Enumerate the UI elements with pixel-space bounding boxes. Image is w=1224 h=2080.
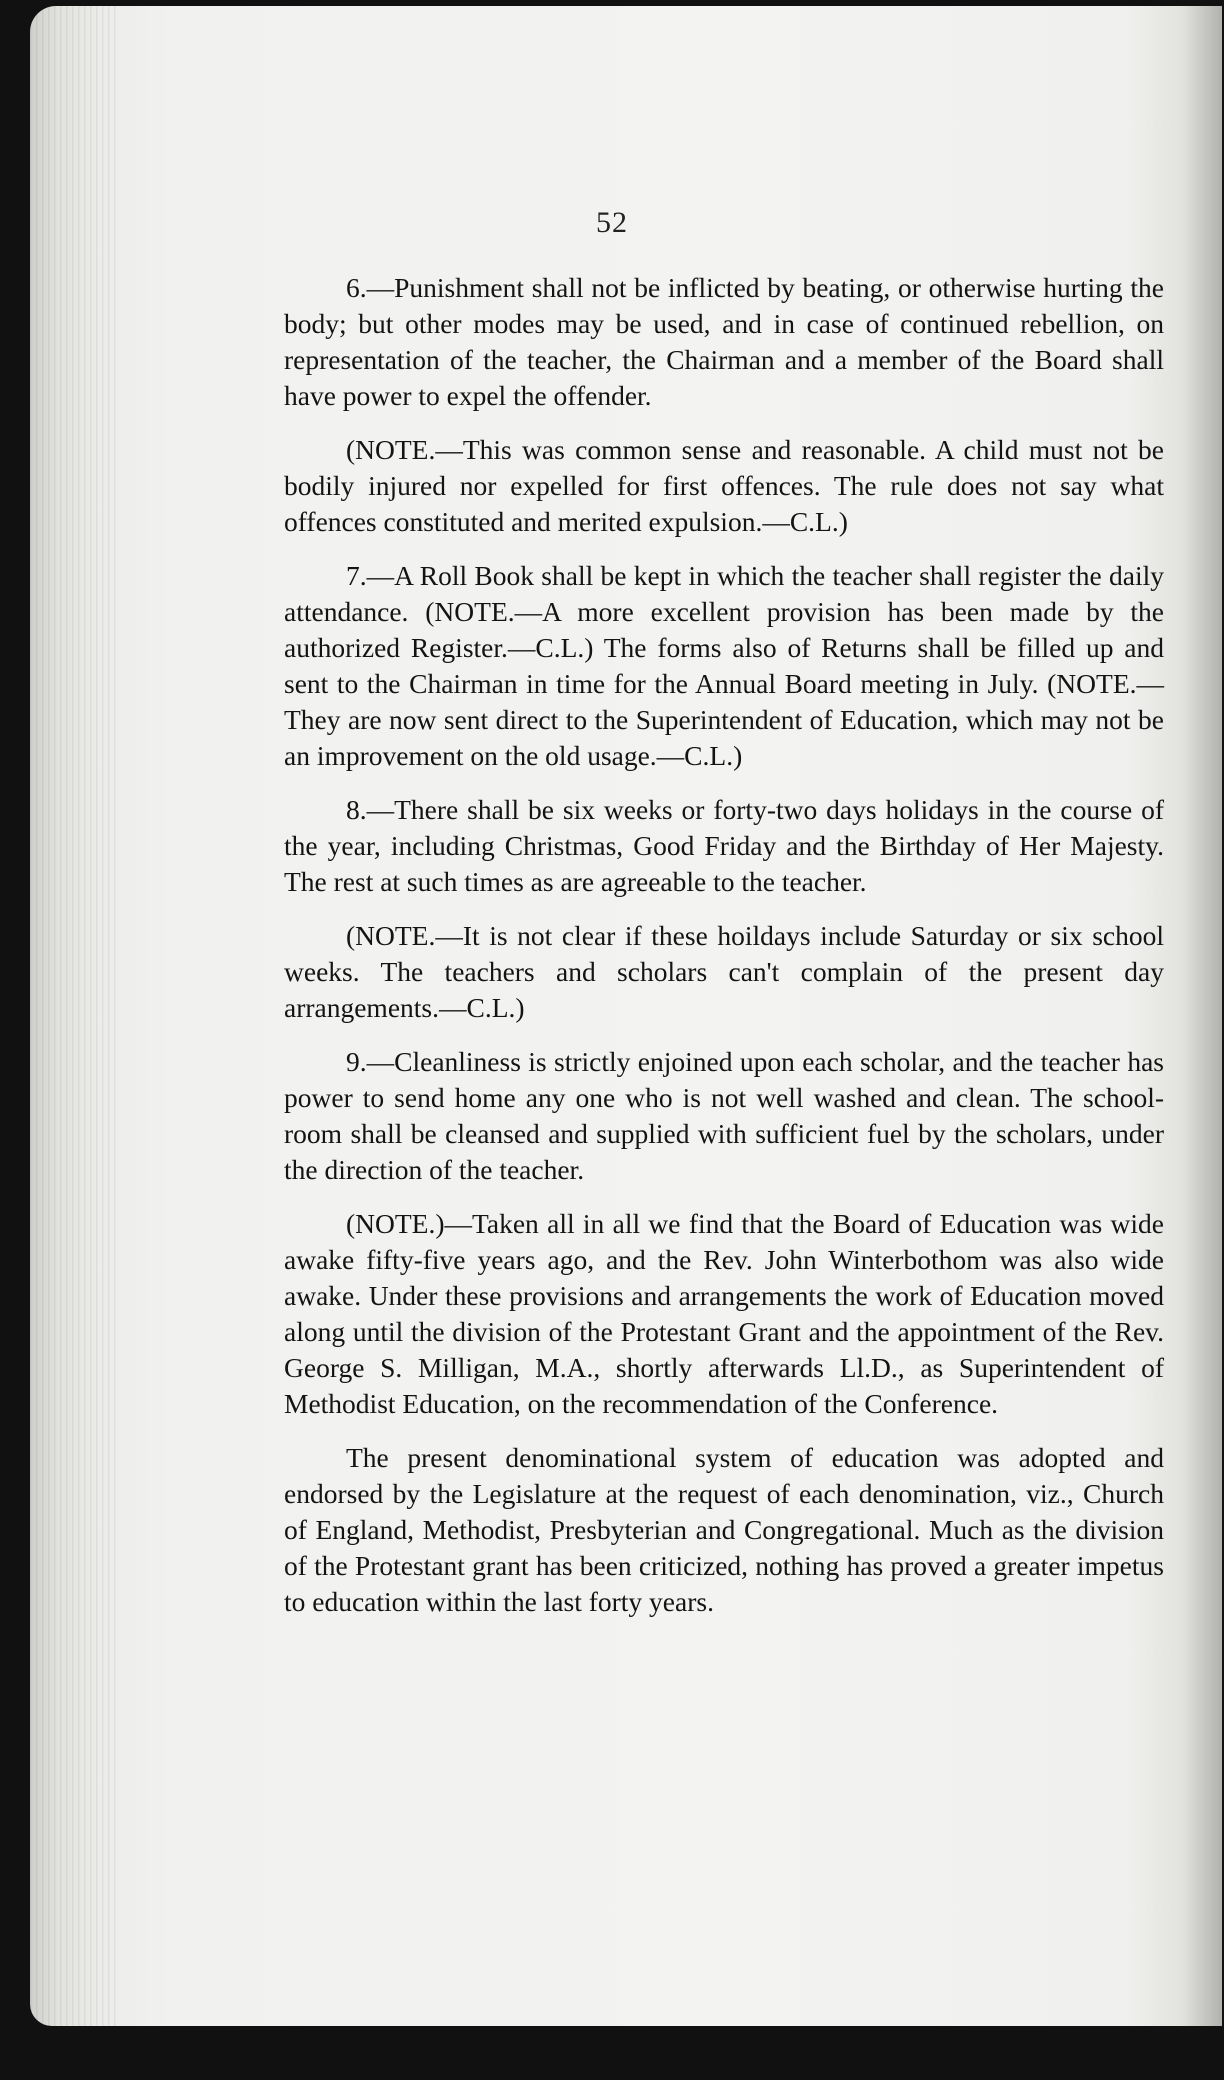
page-body — [284, 270, 1164, 1638]
paragraph-rule-9: 9.—Cleanliness is strictly enjoined upon each scholar, and the teacher has power to send home any one who is not well washed and clean. The school-room shall be cleansed and supplied with sufficient fuel by the scholars, under the direction of the teacher. — [284, 1046, 1164, 1185]
paragraph-rule-7: 7.—A Roll Book shall be kept in which the teacher shall register the daily attendance. (NOTE.—A more excellent provision has been made by the authorized Register.—C.L.) The forms also of Returns shall be filled up and sent to the Chairman in time for the Annual Board meeting in July. (NOTE.—They are now sent direct to the Superintendent of Education, which may not be an improvement on the old usage.—C.L.) — [284, 560, 1164, 771]
paragraph-denominational-system: The present denominational system of education was adopted and endorsed by the Legislature at the request of each denomination, viz., Church of England, Methodist, Presbyterian and Congregational. Much as the division of the Protestant grant has been criticized, nothing has proved a greater impetus to education within the last forty years. — [284, 1442, 1164, 1617]
paragraph-note-summary: (NOTE.)—Taken all in all we find that the Board of Education was wide awake fifty-five years ago, and the Rev. John Winterbothom was also wide awake. Under these provisions and arrangements the work of Education moved along until the division of the Protestant Grant and the appointment of the Rev. George S. Milligan, M.A., shortly afterwards Ll.D., as Superintendent of Methodist Education, on the recommendation of the Conference. — [284, 1208, 1164, 1419]
page-gutter-shadow — [1182, 6, 1222, 2026]
page-edge-stack — [30, 6, 120, 2026]
paragraph-rule-6: 6.—Punishment shall not be inflicted by beating, or otherwise hurting the body; but other modes may be used, and in case of continued rebellion, on representation of the teacher, the Chairman and a member of the Board shall have power to expel the offender. — [284, 272, 1164, 411]
paragraph-note-rule-6: (NOTE.—This was common sense and reasonable. A child must not be bodily injured nor expelled for first offences. The rule does not say what offences constituted and merited expulsion.—C.L.) — [284, 434, 1164, 537]
page-number: 52 — [596, 206, 628, 239]
paragraph-note-rule-8: (NOTE.—It is not clear if these hoildays include Saturday or six school weeks. The teachers and scholars can't complain of the present day arrangements.—C.L.) — [284, 920, 1164, 1023]
paragraph-rule-8: 8.—There shall be six weeks or forty-two days holidays in the course of the year, including Christmas, Good Friday and the Birthday of Her Majesty. The rest at such times as are agreeable to the teacher. — [284, 794, 1164, 897]
